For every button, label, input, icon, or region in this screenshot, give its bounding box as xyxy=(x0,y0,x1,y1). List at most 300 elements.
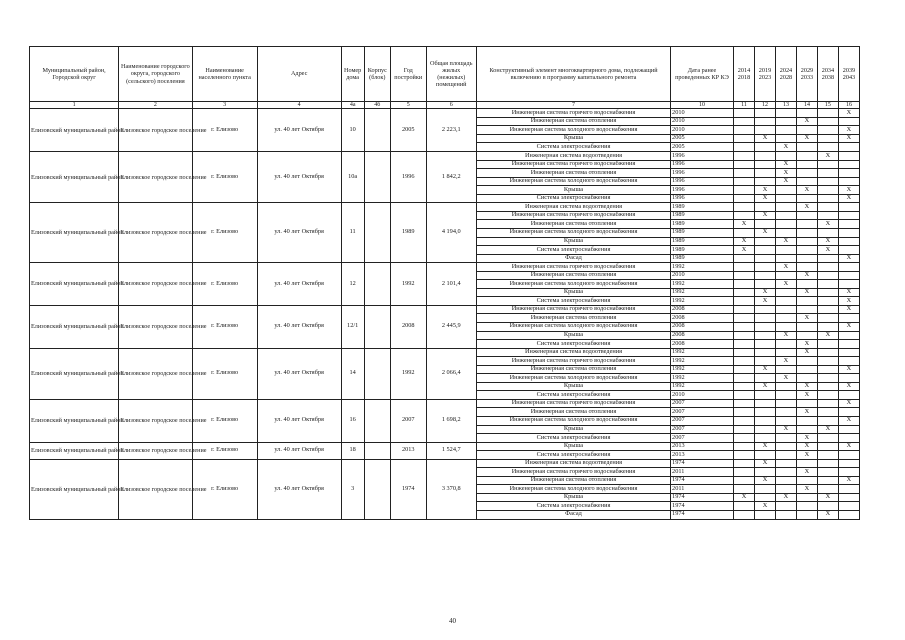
period-mark-cell xyxy=(838,271,859,280)
prev-repair-cell: 1996 xyxy=(671,169,734,178)
period-mark-cell: X xyxy=(838,186,859,195)
period-mark-cell xyxy=(754,203,775,212)
area-cell: 1 524,7 xyxy=(426,442,476,459)
prev-repair-cell: 2008 xyxy=(671,322,734,331)
period-mark-cell xyxy=(838,237,859,246)
period-mark-cell xyxy=(796,425,817,434)
period-mark-cell xyxy=(817,399,838,408)
settlement-cell: Елизовское городское поселение xyxy=(119,305,192,348)
period-mark-cell xyxy=(817,391,838,400)
table-row xyxy=(30,442,860,451)
prev-repair-cell: 2011 xyxy=(671,468,734,477)
period-mark-cell xyxy=(817,134,838,143)
locality-cell: г. Елизово xyxy=(192,305,257,348)
table-row xyxy=(30,152,860,161)
building-cell xyxy=(364,109,390,152)
column-number: 10 xyxy=(671,102,734,109)
period-mark-cell: X xyxy=(775,331,796,340)
period-mark-cell xyxy=(775,476,796,485)
settlement-cell: Елизовское городское поселение xyxy=(119,442,192,459)
period-mark-cell xyxy=(775,408,796,417)
period-mark-cell xyxy=(817,263,838,272)
period-mark-cell xyxy=(817,271,838,280)
period-mark-cell xyxy=(734,134,755,143)
period-mark-cell xyxy=(734,126,755,135)
prev-repair-cell: 2008 xyxy=(671,340,734,349)
element-cell: Инженерная система отопления xyxy=(476,117,670,126)
period-mark-cell xyxy=(734,468,755,477)
period-mark-cell xyxy=(796,280,817,289)
settlement-cell: Елизовское городское поселение xyxy=(119,348,192,399)
period-mark-cell xyxy=(817,228,838,237)
period-mark-cell xyxy=(754,416,775,425)
period-mark-cell: X xyxy=(817,237,838,246)
period-mark-cell xyxy=(775,502,796,511)
prev-repair-cell: 1992 xyxy=(671,365,734,374)
element-cell: Система электроснабжения xyxy=(476,143,670,152)
period-mark-cell xyxy=(775,416,796,425)
period-mark-cell xyxy=(775,365,796,374)
period-mark-cell xyxy=(838,348,859,357)
column-number: 11 xyxy=(734,102,755,109)
build-year-cell: 1992 xyxy=(390,263,426,306)
element-cell: Инженерная система отопления xyxy=(476,314,670,323)
period-mark-cell: X xyxy=(754,459,775,468)
prev-repair-cell: 1989 xyxy=(671,254,734,263)
period-mark-cell: X xyxy=(754,502,775,511)
period-mark-cell xyxy=(838,434,859,443)
area-cell: 2 223,1 xyxy=(426,109,476,152)
prev-repair-cell: 1992 xyxy=(671,263,734,272)
building-cell xyxy=(364,203,390,263)
period-mark-cell xyxy=(817,476,838,485)
period-mark-cell xyxy=(734,322,755,331)
period-mark-cell xyxy=(734,211,755,220)
period-mark-cell xyxy=(817,117,838,126)
period-mark-cell: X xyxy=(754,228,775,237)
period-mark-cell xyxy=(796,305,817,314)
period-mark-cell: X xyxy=(775,357,796,366)
element-cell: Инженерная система горячего водоснабжения xyxy=(476,211,670,220)
period-mark-cell: X xyxy=(817,220,838,229)
column-number: 2 xyxy=(119,102,192,109)
period-mark-cell xyxy=(817,254,838,263)
period-mark-cell: X xyxy=(838,322,859,331)
locality-cell: г. Елизово xyxy=(192,442,257,459)
period-mark-cell xyxy=(775,434,796,443)
period-mark-cell: X xyxy=(817,511,838,520)
period-mark-cell xyxy=(796,459,817,468)
element-cell: Инженерная система горячего водоснабжения xyxy=(476,357,670,366)
prev-repair-cell: 1996 xyxy=(671,177,734,186)
prev-repair-cell: 1992 xyxy=(671,382,734,391)
period-mark-cell: X xyxy=(796,117,817,126)
period-mark-cell xyxy=(754,511,775,520)
element-cell: Крыша xyxy=(476,186,670,195)
column-number: 15 xyxy=(817,102,838,109)
prev-repair-cell: 1992 xyxy=(671,280,734,289)
period-mark-cell xyxy=(775,511,796,520)
period-mark-cell: X xyxy=(796,434,817,443)
period-mark-cell xyxy=(817,322,838,331)
building-cell xyxy=(364,152,390,203)
element-cell: Инженерная система холодного водоснабжения xyxy=(476,126,670,135)
header-element: Конструктивный элемент многоквартирного дома, подлежащий включению в программу капитального ремонта xyxy=(476,47,670,102)
period-mark-cell xyxy=(754,220,775,229)
element-cell: Инженерная система отопления xyxy=(476,169,670,178)
period-mark-cell: X xyxy=(838,399,859,408)
period-mark-cell xyxy=(754,425,775,434)
period-mark-cell xyxy=(754,331,775,340)
prev-repair-cell: 2005 xyxy=(671,134,734,143)
period-mark-cell xyxy=(754,451,775,460)
column-number: 7 xyxy=(476,102,670,109)
period-mark-cell xyxy=(734,254,755,263)
period-mark-cell xyxy=(754,169,775,178)
column-number: 13 xyxy=(775,102,796,109)
building-cell xyxy=(364,399,390,442)
period-mark-cell xyxy=(796,169,817,178)
period-mark-cell xyxy=(838,468,859,477)
build-year-cell: 1974 xyxy=(390,459,426,519)
period-mark-cell: X xyxy=(817,425,838,434)
period-mark-cell xyxy=(754,263,775,272)
element-cell: Инженерная система холодного водоснабжения xyxy=(476,228,670,237)
house-number-cell: 3 xyxy=(341,459,364,519)
period-mark-cell xyxy=(817,382,838,391)
period-mark-cell xyxy=(796,493,817,502)
settlement-cell: Елизовское городское поселение xyxy=(119,399,192,442)
period-mark-cell: X xyxy=(754,297,775,306)
period-mark-cell xyxy=(775,117,796,126)
build-year-cell: 2013 xyxy=(390,442,426,459)
table-body xyxy=(30,109,860,519)
locality-cell: г. Елизово xyxy=(192,263,257,306)
settlement-cell: Елизовское городское поселение xyxy=(119,152,192,203)
period-mark-cell xyxy=(734,143,755,152)
element-cell: Крыша xyxy=(476,237,670,246)
period-mark-cell xyxy=(734,117,755,126)
period-mark-cell: X xyxy=(838,134,859,143)
period-mark-cell xyxy=(796,502,817,511)
header-prev-repair: Дата ранее проведенных КР КЭ xyxy=(671,47,734,102)
period-mark-cell xyxy=(754,348,775,357)
period-mark-cell xyxy=(817,203,838,212)
period-mark-cell xyxy=(838,246,859,255)
element-cell: Крыша xyxy=(476,493,670,502)
period-mark-cell xyxy=(796,357,817,366)
period-mark-cell xyxy=(775,254,796,263)
header-area: Общая площадь жилых (нежилых) помещений xyxy=(426,47,476,102)
period-mark-cell xyxy=(775,246,796,255)
period-mark-cell xyxy=(734,425,755,434)
prev-repair-cell: 2007 xyxy=(671,434,734,443)
element-cell: Инженерная система горячего водоснабжения xyxy=(476,160,670,169)
address-cell: ул. 40 лет Октября xyxy=(257,305,341,348)
period-mark-cell: X xyxy=(734,493,755,502)
period-mark-cell xyxy=(796,297,817,306)
period-mark-cell xyxy=(754,391,775,400)
period-mark-cell xyxy=(754,399,775,408)
period-mark-cell xyxy=(775,459,796,468)
element-cell: Система электроснабжения xyxy=(476,297,670,306)
column-number: 3 xyxy=(192,102,257,109)
column-number: 4б xyxy=(364,102,390,109)
house-number-cell: 12/1 xyxy=(341,305,364,348)
locality-cell: г. Елизово xyxy=(192,348,257,399)
period-mark-cell xyxy=(754,246,775,255)
period-mark-cell xyxy=(817,194,838,203)
period-mark-cell: X xyxy=(775,177,796,186)
table-row xyxy=(30,263,860,272)
column-number: 14 xyxy=(796,102,817,109)
locality-cell: г. Елизово xyxy=(192,203,257,263)
address-cell: ул. 40 лет Октября xyxy=(257,399,341,442)
settlement-cell: Елизовское городское поселение xyxy=(119,459,192,519)
period-mark-cell xyxy=(734,391,755,400)
municipal-district-cell: Елизовский муниципальный район xyxy=(30,348,119,399)
table-row xyxy=(30,399,860,408)
address-cell: ул. 40 лет Октября xyxy=(257,263,341,306)
period-mark-cell: X xyxy=(754,186,775,195)
period-mark-cell: X xyxy=(796,340,817,349)
period-mark-cell: X xyxy=(838,416,859,425)
period-mark-cell xyxy=(775,399,796,408)
municipal-district-cell: Елизовский муниципальный район xyxy=(30,442,119,459)
period-mark-cell xyxy=(775,194,796,203)
element-cell: Инженерная система водоотведения xyxy=(476,203,670,212)
period-mark-cell xyxy=(754,408,775,417)
column-number: 1 xyxy=(30,102,119,109)
period-mark-cell xyxy=(796,263,817,272)
period-mark-cell xyxy=(838,117,859,126)
period-mark-cell xyxy=(754,143,775,152)
prev-repair-cell: 2011 xyxy=(671,485,734,494)
header-building: Корпус (блок) xyxy=(364,47,390,102)
element-cell: Система электроснабжения xyxy=(476,391,670,400)
period-mark-cell xyxy=(775,152,796,161)
period-mark-cell xyxy=(838,331,859,340)
element-cell: Инженерная система отопления xyxy=(476,365,670,374)
period-mark-cell xyxy=(734,416,755,425)
period-mark-cell xyxy=(734,451,755,460)
element-cell: Инженерная система водоотведения xyxy=(476,348,670,357)
period-mark-cell xyxy=(734,442,755,451)
period-mark-cell xyxy=(796,374,817,383)
period-mark-cell xyxy=(817,357,838,366)
prev-repair-cell: 2010 xyxy=(671,109,734,118)
column-number-row xyxy=(30,102,860,109)
house-number-cell: 16 xyxy=(341,399,364,442)
period-mark-cell: X xyxy=(796,468,817,477)
period-mark-cell xyxy=(754,280,775,289)
header-municipal-district: Муниципальный район, Городской округ xyxy=(30,47,119,102)
prev-repair-cell: 1989 xyxy=(671,203,734,212)
period-mark-cell: X xyxy=(796,186,817,195)
period-mark-cell xyxy=(754,237,775,246)
period-mark-cell xyxy=(838,220,859,229)
period-mark-cell xyxy=(796,476,817,485)
period-mark-cell xyxy=(775,305,796,314)
period-mark-cell xyxy=(734,502,755,511)
period-mark-cell xyxy=(754,314,775,323)
period-mark-cell: X xyxy=(754,194,775,203)
period-mark-cell: X xyxy=(796,134,817,143)
period-mark-cell xyxy=(734,169,755,178)
prev-repair-cell: 1989 xyxy=(671,237,734,246)
address-cell: ул. 40 лет Октября xyxy=(257,348,341,399)
element-cell: Фасад xyxy=(476,254,670,263)
period-mark-cell xyxy=(796,246,817,255)
period-mark-cell xyxy=(775,220,796,229)
period-mark-cell xyxy=(817,468,838,477)
period-mark-cell xyxy=(754,322,775,331)
period-mark-cell xyxy=(734,186,755,195)
period-mark-cell xyxy=(817,288,838,297)
period-mark-cell xyxy=(734,348,755,357)
period-mark-cell xyxy=(838,493,859,502)
prev-repair-cell: 1996 xyxy=(671,194,734,203)
prev-repair-cell: 2007 xyxy=(671,425,734,434)
period-mark-cell xyxy=(838,391,859,400)
period-mark-cell: X xyxy=(838,297,859,306)
period-mark-cell xyxy=(754,434,775,443)
municipal-district-cell: Елизовский муниципальный район xyxy=(30,459,119,519)
build-year-cell: 1996 xyxy=(390,152,426,203)
period-mark-cell xyxy=(817,485,838,494)
prev-repair-cell: 2013 xyxy=(671,451,734,460)
period-mark-cell xyxy=(775,391,796,400)
prev-repair-cell: 2010 xyxy=(671,271,734,280)
period-mark-cell xyxy=(796,416,817,425)
prev-repair-cell: 2007 xyxy=(671,408,734,417)
column-number: 4 xyxy=(257,102,341,109)
house-number-cell: 10а xyxy=(341,152,364,203)
period-mark-cell xyxy=(734,271,755,280)
prev-repair-cell: 2013 xyxy=(671,442,734,451)
area-cell: 4 194,0 xyxy=(426,203,476,263)
area-cell: 1 842,2 xyxy=(426,152,476,203)
period-mark-cell xyxy=(817,177,838,186)
period-mark-cell xyxy=(775,485,796,494)
period-mark-cell xyxy=(817,297,838,306)
period-mark-cell xyxy=(754,468,775,477)
house-number-cell: 14 xyxy=(341,348,364,399)
period-mark-cell xyxy=(817,126,838,135)
prev-repair-cell: 2008 xyxy=(671,331,734,340)
period-mark-cell xyxy=(838,485,859,494)
address-cell: ул. 40 лет Октября xyxy=(257,203,341,263)
area-cell: 2 066,4 xyxy=(426,348,476,399)
element-cell: Инженерная система холодного водоснабжения xyxy=(476,374,670,383)
building-cell xyxy=(364,305,390,348)
municipal-district-cell: Елизовский муниципальный район xyxy=(30,203,119,263)
period-mark-cell xyxy=(796,211,817,220)
period-mark-cell: X xyxy=(775,425,796,434)
period-mark-cell: X xyxy=(734,237,755,246)
period-mark-cell xyxy=(775,288,796,297)
period-mark-cell: X xyxy=(838,476,859,485)
period-mark-cell xyxy=(775,451,796,460)
element-cell: Фасад xyxy=(476,511,670,520)
period-mark-cell xyxy=(734,399,755,408)
prev-repair-cell: 1996 xyxy=(671,186,734,195)
period-mark-cell xyxy=(817,365,838,374)
period-mark-cell xyxy=(817,314,838,323)
element-cell: Инженерная система горячего водоснабжения xyxy=(476,399,670,408)
address-cell: ул. 40 лет Октября xyxy=(257,442,341,459)
period-mark-cell xyxy=(754,152,775,161)
period-mark-cell xyxy=(775,442,796,451)
building-cell xyxy=(364,348,390,399)
prev-repair-cell: 2007 xyxy=(671,399,734,408)
period-mark-cell xyxy=(754,117,775,126)
period-mark-cell xyxy=(734,357,755,366)
period-mark-cell: X xyxy=(838,365,859,374)
period-mark-cell xyxy=(734,152,755,161)
column-number: 12 xyxy=(754,102,775,109)
period-mark-cell: X xyxy=(817,246,838,255)
prev-repair-cell: 1996 xyxy=(671,152,734,161)
column-number: 4а xyxy=(341,102,364,109)
element-cell: Система электроснабжения xyxy=(476,246,670,255)
prev-repair-cell: 2008 xyxy=(671,314,734,323)
period-mark-cell: X xyxy=(754,211,775,220)
element-cell: Инженерная система водоотведения xyxy=(476,459,670,468)
element-cell: Инженерная система отопления xyxy=(476,476,670,485)
period-mark-cell: X xyxy=(775,493,796,502)
table-row xyxy=(30,459,860,468)
period-mark-cell: X xyxy=(796,271,817,280)
municipal-district-cell: Елизовский муниципальный район xyxy=(30,263,119,306)
build-year-cell: 2007 xyxy=(390,399,426,442)
prev-repair-cell: 2007 xyxy=(671,416,734,425)
period-mark-cell xyxy=(775,228,796,237)
prev-repair-cell: 1974 xyxy=(671,459,734,468)
header-locality: Наименование населенного пункта xyxy=(192,47,257,102)
period-mark-cell xyxy=(838,203,859,212)
period-mark-cell xyxy=(734,476,755,485)
period-mark-cell xyxy=(734,434,755,443)
period-mark-cell xyxy=(775,203,796,212)
period-mark-cell xyxy=(796,220,817,229)
period-mark-cell xyxy=(734,288,755,297)
period-mark-cell xyxy=(796,126,817,135)
locality-cell: г. Елизово xyxy=(192,109,257,152)
element-cell: Система электроснабжения xyxy=(476,194,670,203)
element-cell: Система электроснабжения xyxy=(476,502,670,511)
house-number-cell: 10 xyxy=(341,109,364,152)
period-mark-cell xyxy=(734,340,755,349)
period-mark-cell xyxy=(734,459,755,468)
period-mark-cell xyxy=(754,493,775,502)
element-cell: Крыша xyxy=(476,288,670,297)
period-mark-cell xyxy=(734,109,755,118)
period-mark-cell xyxy=(838,177,859,186)
element-cell: Инженерная система холодного водоснабжения xyxy=(476,485,670,494)
period-mark-cell xyxy=(838,280,859,289)
house-number-cell: 18 xyxy=(341,442,364,459)
header-build-year: Год постройки xyxy=(390,47,426,102)
prev-repair-cell: 1992 xyxy=(671,288,734,297)
element-cell: Инженерная система горячего водоснабжения xyxy=(476,109,670,118)
period-mark-cell: X xyxy=(754,365,775,374)
period-mark-cell xyxy=(734,511,755,520)
element-cell: Система электроснабжения xyxy=(476,434,670,443)
prev-repair-cell: 1989 xyxy=(671,228,734,237)
table-row xyxy=(30,203,860,212)
element-cell: Крыша xyxy=(476,425,670,434)
